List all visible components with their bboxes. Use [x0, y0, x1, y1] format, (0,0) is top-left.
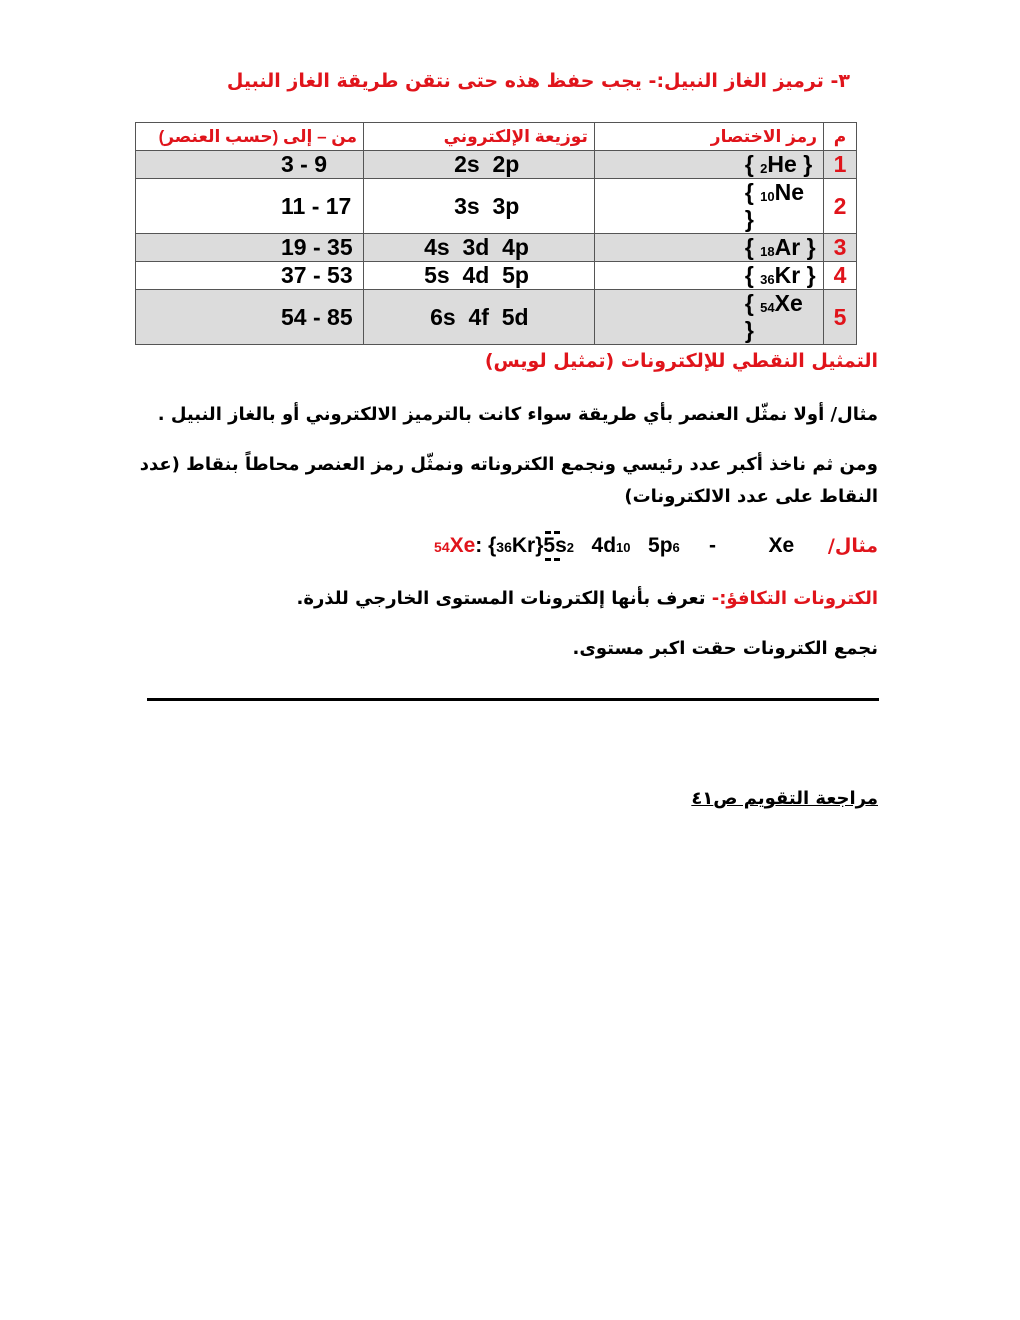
element-symbol: Ar: [774, 234, 801, 260]
abbrev-cell: [594, 290, 823, 345]
config-cell: 4s 3d 4p: [364, 234, 595, 262]
brace-open: {: [744, 262, 761, 288]
brace-close: }: [744, 206, 754, 232]
element-symbol: He: [767, 151, 797, 177]
dot-pair-bottom: [545, 558, 561, 561]
paragraph-1: مثال/ أولا نمثّل العنصر بأي طريقة سواء كانت بالترميز الالكتروني أو بالغاز النبيل .: [157, 404, 878, 425]
element-symbol: Kr: [774, 262, 801, 288]
brace-open: {: [744, 290, 761, 316]
dot-pair-top: [545, 531, 561, 534]
section-heading: ٣- ترميز الغاز النبيل:- يجب حفظ هذه حتى نتقن طريقة الغاز النبيل: [226, 70, 850, 92]
valence-line: [138, 583, 878, 615]
range-cell: 37 - 53: [136, 262, 364, 290]
abbrev-cell: [594, 151, 823, 179]
p-exponent: 6: [672, 540, 680, 555]
valence-term: الكترونات التكافؤ:-: [711, 588, 878, 609]
abbrev-cell: [594, 179, 823, 234]
range-cell: 19 - 35: [136, 234, 364, 262]
row-index: 5: [824, 290, 857, 345]
noble-gas-table: [135, 122, 857, 345]
core-symbol: Kr: [511, 534, 536, 557]
example-line: [138, 530, 878, 566]
brace-open: {: [744, 234, 761, 260]
table-row: [136, 290, 857, 345]
s-orbital: 5s: [543, 534, 567, 557]
atomic-number: 2: [760, 161, 768, 176]
row-index: 4: [824, 262, 857, 290]
s-exponent: 2: [566, 540, 574, 555]
atomic-number: 54: [760, 300, 775, 315]
example-formula: [434, 534, 800, 558]
example-symbol: Xe: [449, 534, 476, 557]
col-range-header: من – إلى (حسب العنصر): [136, 123, 364, 151]
element-symbol: Xe: [774, 290, 803, 316]
config-cell: 2s 2p: [364, 151, 595, 179]
range-cell: 11 - 17: [136, 179, 364, 234]
brace-open: {: [744, 151, 761, 177]
row-index: 3: [824, 234, 857, 262]
example-colon: : {: [475, 534, 497, 557]
row-index: 2: [824, 179, 857, 234]
table-row: [136, 151, 857, 179]
config-cell: 6s 4f 5d: [364, 290, 595, 345]
d-exponent: 10: [616, 540, 631, 555]
brace-close: }: [744, 317, 754, 343]
core-atomic-number: 36: [496, 539, 512, 555]
abbrev-cell: [594, 262, 823, 290]
d-orbital: 4d: [591, 534, 617, 557]
lewis-dots-s: [543, 534, 574, 557]
review-link: مراجعة التقويم ص٤١: [691, 788, 878, 809]
atomic-number: 10: [760, 189, 775, 204]
brace-close: }: [796, 151, 813, 177]
row-index: 1: [824, 151, 857, 179]
config-cell: 5s 4d 5p: [364, 262, 595, 290]
sum-note: نجمع الكترونات حقت اكبر مستوى.: [572, 638, 878, 659]
example-element: Xe: [768, 534, 795, 557]
divider: [147, 698, 879, 701]
range-cell: 54 - 85: [136, 290, 364, 345]
col-config-header: توزيعة الإلكتروني: [364, 123, 595, 151]
table-header-row: [136, 123, 857, 151]
lewis-title: التمثيل النقطي للإلكترونات (تمثيل لويس): [484, 350, 878, 372]
col-abbrev-header: رمز الاختصار: [594, 123, 823, 151]
atomic-number: 18: [760, 244, 775, 259]
brace-open: {: [744, 179, 761, 205]
abbrev-cell: [594, 234, 823, 262]
table-row: [136, 179, 857, 234]
config-cell: 3s 3p: [364, 179, 595, 234]
atomic-number: 36: [760, 272, 775, 287]
brace-close: }: [800, 234, 816, 260]
example-label: مثال/: [827, 535, 878, 557]
paragraph-2: ومن ثم ناخذ أكبر عدد رئيسي ونجمع الكتروناته ونمثّل رمز العنصر محاطاً بنقاط (عدد النقاط على عدد الالكترونات): [139, 454, 878, 507]
example-dash: -: [708, 534, 716, 557]
brace-close: }: [800, 262, 816, 288]
core-close: }: [535, 534, 544, 557]
example-atomic-number: 54: [434, 539, 450, 555]
range-cell: 3 - 9: [136, 151, 364, 179]
element-symbol: Ne: [774, 179, 805, 205]
valence-definition: تعرف بأنها إلكترونات المستوى الخارجي للذرة.: [296, 588, 712, 609]
table-row: [136, 262, 857, 290]
col-index-header: م: [824, 123, 857, 151]
table-row: [136, 234, 857, 262]
p-orbital: 5p: [648, 534, 673, 557]
